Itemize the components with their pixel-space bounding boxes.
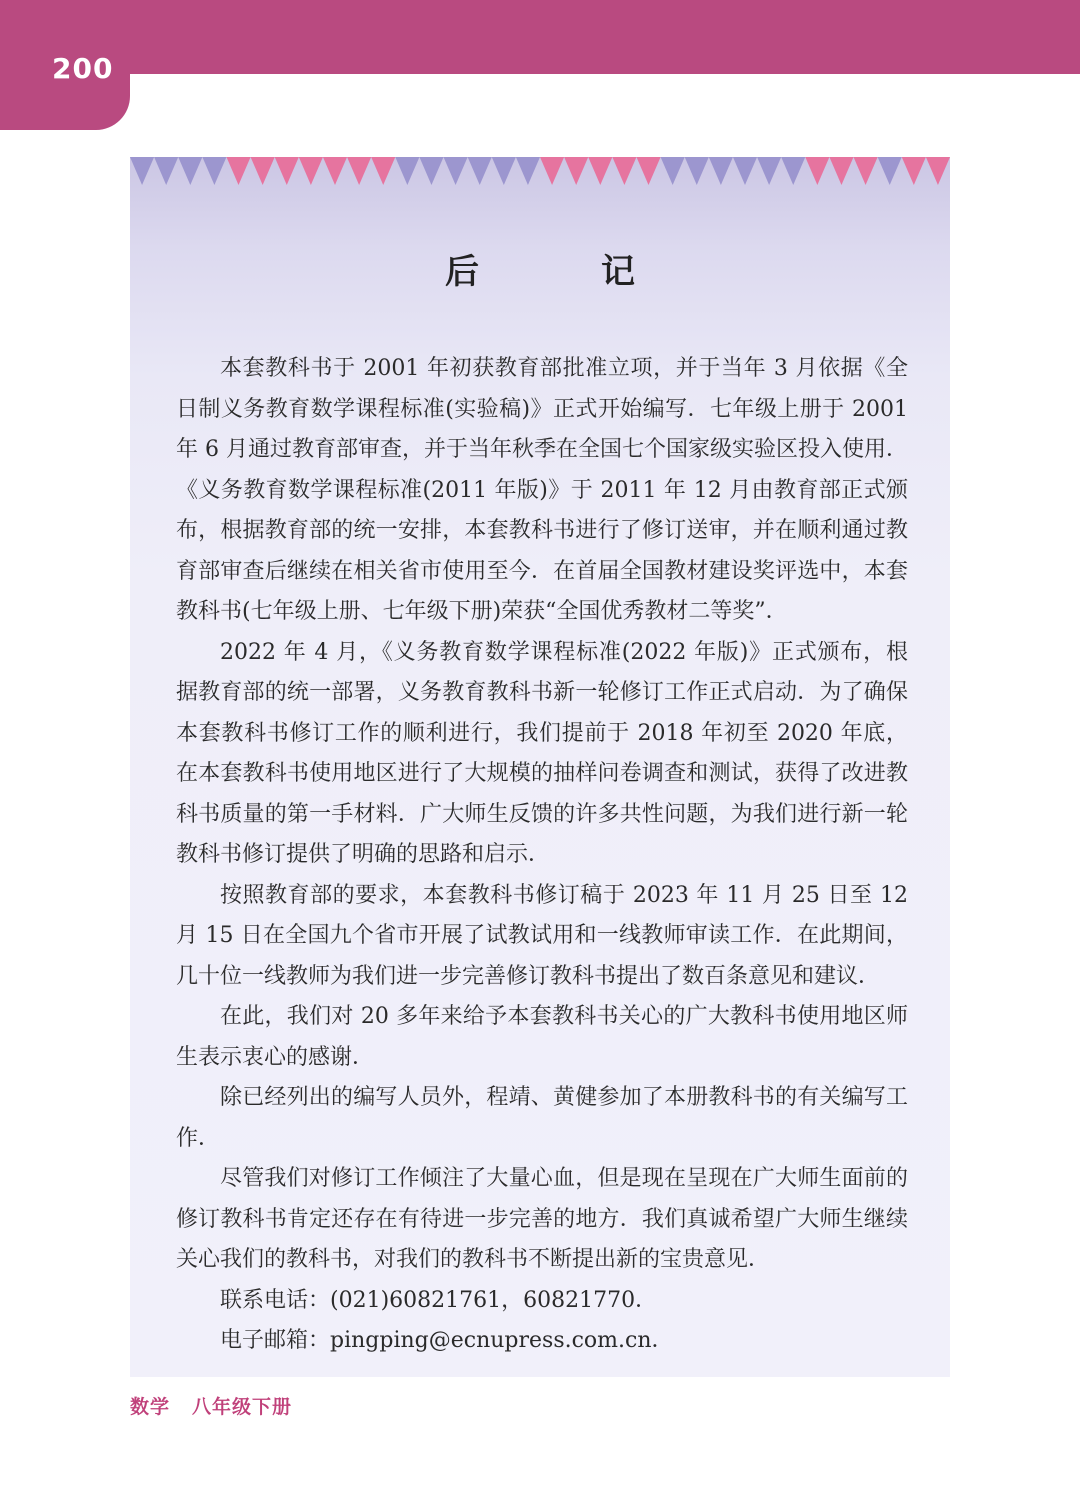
bunting-decoration: [130, 157, 950, 193]
bunting-triangle: [516, 157, 540, 185]
bunting-triangle: [805, 157, 829, 185]
bunting-triangle: [154, 157, 178, 185]
bunting-triangle: [636, 157, 660, 185]
bunting-triangle: [468, 157, 492, 185]
bunting-triangle: [299, 157, 323, 185]
footer-grade: 八年级下册: [192, 1396, 293, 1418]
bunting-triangle: [878, 157, 902, 185]
bunting-triangle: [226, 157, 250, 185]
afterword-body: [176, 349, 908, 1362]
bunting-triangle: [444, 157, 468, 185]
paragraph: 本套教科书于 2001 年初获教育部批准立项，并于当年 3 月依据《全日制义务教育数学课程标准(实验稿)》正式开始编写．七年级上册于 2001 年 6 月通过教育部审查，并于当年秋季在全国七个国家级实验区投入使用．《义务教育数学课程标准(2011 年版)》于 2011 年 12 月由教育部正式颁布，根据教育部的统一安排，本套教科书进行了修订送审，并在顺利通过教育部审查后继续在相关省市使用至今．在首届全国教材建设奖评选中，本套教科书(七年级上册、七年级下册)荣获“全国优秀教材二等奖”．: [176, 356, 908, 624]
bunting-triangle: [130, 157, 154, 185]
bunting-triangle: [588, 157, 612, 185]
bunting-triangle: [275, 157, 299, 185]
paragraph: 除已经列出的编写人员外，程靖、黄健参加了本册教科书的有关编写工作．: [176, 1085, 908, 1151]
bunting-triangle: [709, 157, 733, 185]
book-footer: [130, 1392, 292, 1419]
page-number: 200: [52, 52, 114, 85]
bunting-triangle: [323, 157, 347, 185]
bunting-triangle: [612, 157, 636, 185]
bunting-triangle: [202, 157, 226, 185]
bunting-triangle: [540, 157, 564, 185]
paragraph: 2022 年 4 月，《义务教育数学课程标准(2022 年版)》正式颁布，根据教育部的统一部署，义务教育教科书新一轮修订工作正式启动．为了确保本套教科书修订工作的顺利进行，我们提前于 2018 年初至 2020 年底，在本套教科书使用地区进行了大规模的抽样问卷调查和测试，获得了改进教科书质量的第一手材料．广大师生反馈的许多共性问题，为我们进行新一轮教科书修订提供了明确的思路和启示．: [176, 639, 908, 867]
bunting-triangle: [371, 157, 395, 185]
bunting-triangle: [781, 157, 805, 185]
bunting-triangle: [395, 157, 419, 185]
bunting-triangle: [492, 157, 516, 185]
paragraph: 在此，我们对 20 多年来给予本套教科书关心的广大教科书使用地区师生表示衷心的感谢．: [176, 1004, 908, 1070]
paragraph: 尽管我们对修订工作倾注了大量心血，但是现在呈现在广大师生面前的修订教科书肯定还存在有待进一步完善的地方．我们真诚希望广大师生继续关心我们的教科书，对我们的教科书不断提出新的宝贵意见．: [176, 1166, 908, 1272]
top-header-bar: [0, 0, 1080, 74]
bunting-triangle: [178, 157, 202, 185]
paragraph: 按照教育部的要求，本套教科书修订稿于 2023 年 11 月 25 日至 12 月 15 日在全国九个省市开展了试教试用和一线教师审读工作．在此期间，几十位一线教师为我们进一步完善修订教科书提出了数百条意见和建议．: [176, 882, 908, 989]
bunting-triangle: [347, 157, 371, 185]
bunting-triangle: [685, 157, 709, 185]
bunting-triangle: [251, 157, 275, 185]
bunting-triangle: [733, 157, 757, 185]
bunting-triangle: [757, 157, 781, 185]
bunting-triangle: [902, 157, 926, 185]
bunting-triangle: [854, 157, 878, 185]
bunting-triangle: [564, 157, 588, 185]
page-title: 后 记: [445, 252, 679, 292]
contact-email: 电子邮箱：pingping@ecnupress.com.cn．: [220, 1328, 674, 1353]
contact-phone: 联系电话：(021)60821761，60821770．: [220, 1287, 658, 1313]
bunting-triangle: [419, 157, 443, 185]
bunting-triangle: [829, 157, 853, 185]
bunting-triangle: [926, 157, 950, 185]
bunting-triangle: [661, 157, 685, 185]
footer-subject: 数学: [130, 1396, 171, 1418]
